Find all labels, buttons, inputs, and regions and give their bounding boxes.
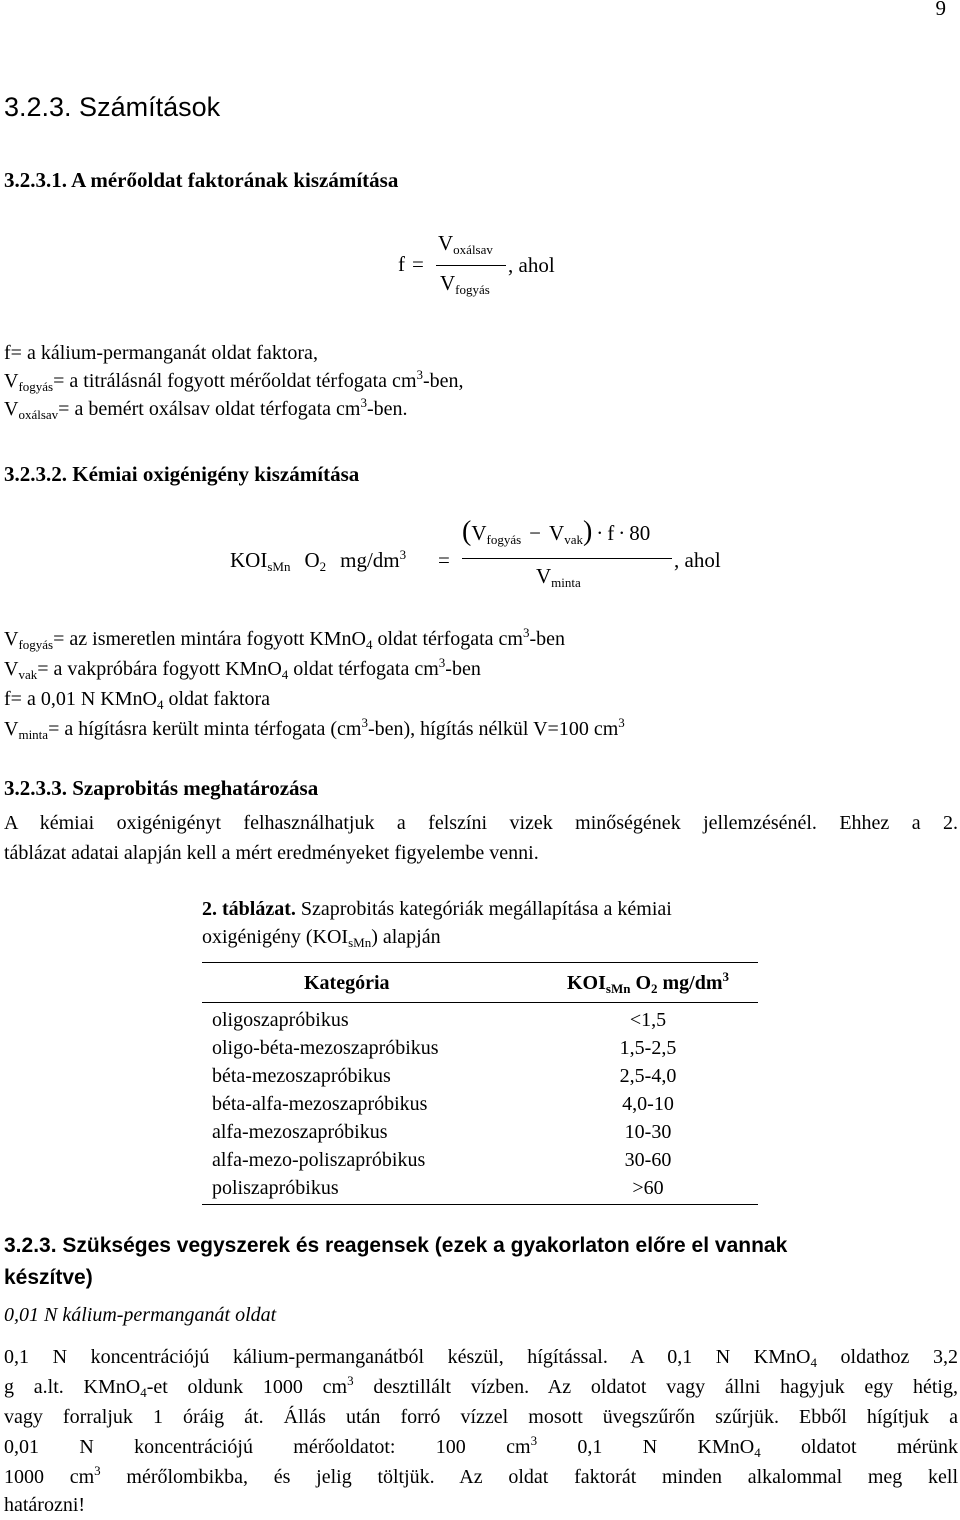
table-top-rule (202, 962, 758, 963)
table-row: oligoszapróbikus <1,5 (212, 1009, 667, 1031)
subsection-title-2: 3.2.3.2. Kémiai oxigénigény kiszámítása (4, 462, 360, 486)
table-header-row (212, 969, 748, 1002)
def2-v-vak: $V_{vak}= a$ vakpróbára fogyott KMnO$_4$ oldat térfogata $cm^3$-ben (4, 655, 481, 682)
fraction-line (436, 265, 506, 266)
formula-denominator: $V_{fogyás}$ (440, 271, 490, 297)
reagent-title: 0,01 N kálium-permanganát oldat (4, 1304, 277, 1326)
table-row: poliszapróbikus >60 (212, 1177, 664, 1199)
def2-f: f= a 0,01 N KMnO$_4$ oldat faktora (4, 688, 271, 712)
table-row: alfa-mezoszapróbikus 10-30 (212, 1121, 672, 1143)
para4-line-4: 0,01 N koncentrációjú mérőoldatot: 100 $cm^3$ 0,1 N KMnO$_4$ oldatot mérünk (4, 1433, 958, 1460)
section4-title-line-2: készítve) (4, 1266, 93, 1289)
formula-koi-equals: = (438, 548, 450, 572)
formula-koi-suffix: , ahol (674, 548, 721, 572)
formula-lhs: f (398, 252, 405, 276)
formula-koi (230, 512, 770, 604)
subsection-title-3: 3.2.3.3. Szaprobitás meghatározása (4, 776, 319, 800)
page-number: 9 (935, 0, 946, 20)
table-caption: 2. táblázat. Szaprobitás kategóriák megállapítása a kémiai (202, 898, 672, 920)
formula-koi-numerator: $(V_{fogyás} - V_{vak}) \cdot f \cdot 80$ (462, 516, 651, 547)
table-row: alfa-mezo-poliszapróbikus 30-60 (212, 1149, 672, 1171)
def2-v-minta: $V_{minta}= a$ hígításra került minta térfogata $(cm^3-ben)$, hígítás nélkül V=100 $cm^3$ (4, 715, 625, 742)
def-v-oxalsav: $V_{oxálsav}= a$ bemért oxálsav oldat térfogata $cm^3$-ben. (4, 395, 408, 422)
para4-line-2: g a.lt. KMnO$_4$-et oldunk 1000 $cm^3$ desztillált vízben. Az oldatot vagy állni hagyjuk egy hétig, (4, 1373, 958, 1400)
table-row: béta-mezoszapróbikus 2,5-4,0 (212, 1065, 677, 1087)
para3-line-1: A kémiai oxigénigényt felhasználhatjuk a felszíni vizek minőségének jellemzésénél. Ehhez a 2. (4, 812, 958, 834)
para3-line-2: táblázat adatai alapján kell a mért eredményeket figyelembe venni. (4, 842, 539, 864)
table-row: béta-alfa-mezoszapróbikus 4,0-10 (212, 1093, 674, 1115)
saprobity-table (202, 960, 758, 1208)
table-bottom-rule (202, 1204, 758, 1205)
para4-line-3: vagy forraljuk 1 óráig át. Állás után forró vízzel mosott üvegszűrőn szűrjük. Ebből hígítjuk a (4, 1406, 958, 1428)
para4-line-1: 0,1 N koncentrációjú kálium-permanganátból készül, hígítással. A 0,1 N KMnO$_4$ oldathoz 3,2 (4, 1346, 958, 1370)
def-v-fogyas: $V_{fogyás}= a$ titrálásnál fogyott mérőoldat térfogata $cm^3$-ben, (4, 367, 464, 394)
subsection-title-1: 3.2.3.1. A mérőoldat faktorának kiszámítása (4, 168, 399, 192)
section-title: 3.2.3. Számítások (4, 92, 221, 122)
table-header-koi: $KOI_{sMn}$ $O_2$ $mg/dm^3$ (566, 969, 730, 996)
para4-line-6: határozni! (4, 1494, 86, 1516)
formula-numerator: $V_{oxálsav}$ (438, 231, 493, 257)
formula-suffix: , ahol (508, 253, 555, 277)
table-row: oligo-béta-mezoszapróbikus 1,5-2,5 (212, 1037, 677, 1059)
formula-koi-denominator: $V_{minta}$ (536, 564, 581, 590)
def2-v-fogyas: $V_{fogyás}=$ az ismeretlen mintára fogyott KMnO$_4$ oldat térfogata $cm^3$-ben (4, 625, 566, 652)
para4-line-5: 1000 $cm^3$ mérőlombikba, és jelig töltjük. Az oldat faktorát minden alkalommal meg kell (4, 1463, 959, 1488)
table-caption-line-2: oxigénigény $(KOI_{sMn})$ alapján (202, 926, 441, 950)
formula-factor (394, 225, 594, 305)
fraction-line-koi (462, 558, 672, 559)
formula-equals: = (412, 252, 424, 276)
table-header-rule (202, 1002, 758, 1003)
section4-title-line-1: 3.2.3. Szükséges vegyszerek és reagensek (ezek a gyakorlaton előre el vannak (4, 1234, 788, 1257)
table-header-category: Kategória (304, 972, 390, 994)
formula-koi-lhs: $KOI_{sMn}$ $O_2$ $mg/dm^3$ (230, 547, 407, 574)
def-f: f= a kálium-permanganát oldat faktora, (4, 342, 318, 364)
